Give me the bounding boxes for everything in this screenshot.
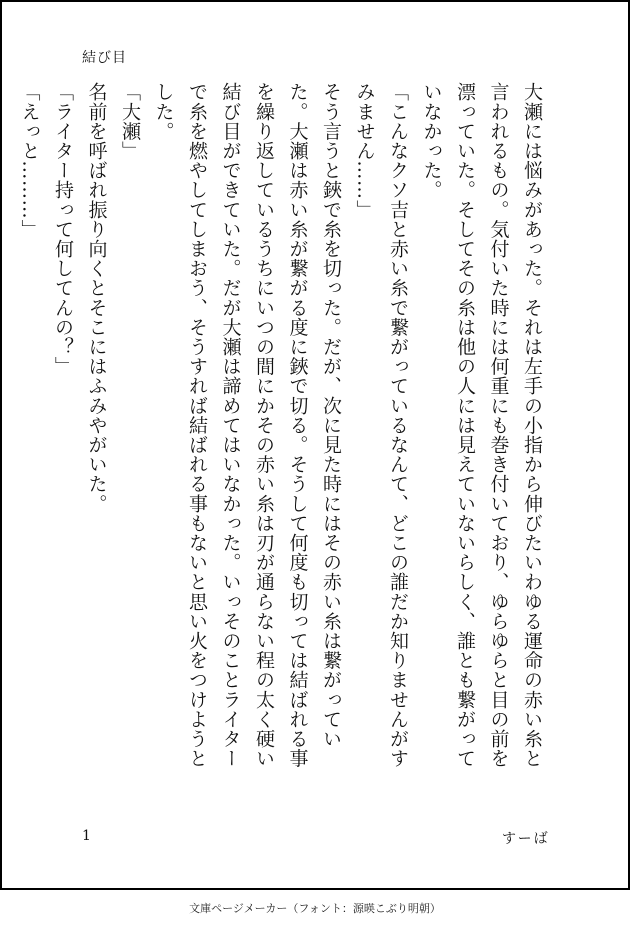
paragraph: そう言うと鋏で糸を切った。だが、次に見た時にはその赤い糸は繋がっていた。大瀬は赤い糸が繋がる度に鋏で切る。そうして何度も切っては結ばれる事を繰り返しているうちにいつの間にかその赤い糸は刃が通らない程の太く硬い結び目ができていた。だが大瀬は諦めてはいなかった。いっそのことライターで糸を燃やしてしまおう、そうすれば結ばれる事もないと思い火をつけようとした。	[152, 82, 342, 768]
paragraph: 「ライター持って何してんの？」	[52, 82, 74, 376]
footer-credit: 文庫ページメーカー（フォント：源暎こぶり明朝）	[189, 902, 441, 915]
paragraph: 「えっと………」	[18, 82, 41, 239]
paragraph: 大瀬には悩みがあった。それは左手の小指から伸びたいわゆる運命の赤い糸と言われるもの。気付いた時には何重にも巻き付いており、ゆらゆらと目の前を漂っていた。そしてその糸は他の人には見えていないらしく、誰とも繋がっていなかった。	[420, 82, 543, 768]
paragraph: 「こんなクソ吉と赤い糸で繋がっているなんて、どこの誰だか知りませんがすみません……」	[353, 82, 409, 768]
page-number: 1	[82, 828, 91, 844]
paragraph: 名前を呼ばれ振り向くとそこにはふみやがいた。	[85, 82, 108, 514]
story-text	[12, 82, 548, 782]
page-title: 結び目	[82, 50, 127, 66]
author-name: すーば	[502, 831, 550, 847]
paragraph: 「大瀬」	[119, 82, 141, 161]
